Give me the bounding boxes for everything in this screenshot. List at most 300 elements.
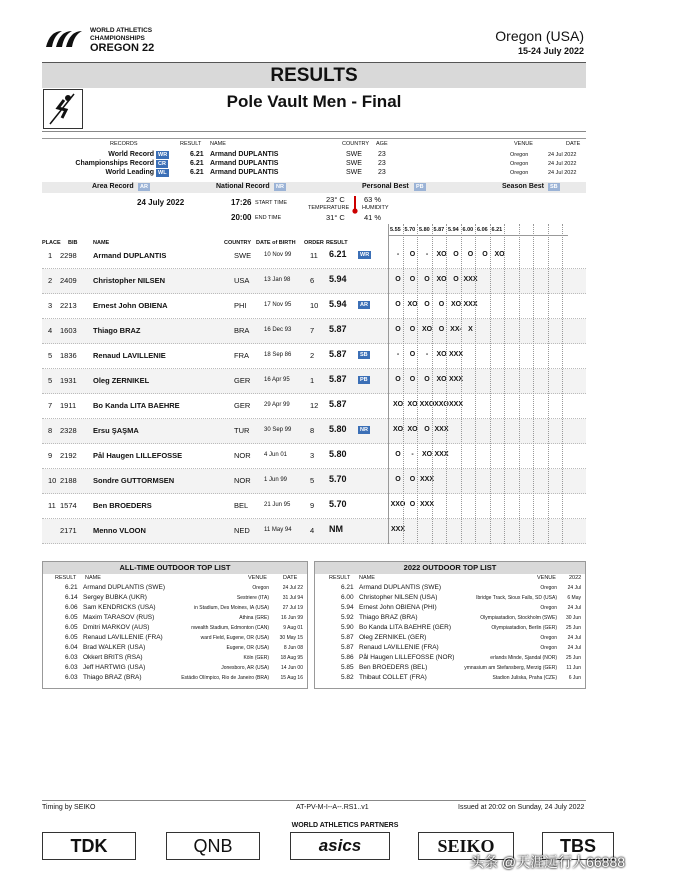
toplist-result: 6.21: [341, 584, 354, 591]
grid-line: [403, 224, 404, 544]
toplist-venue: Oregon: [252, 585, 269, 591]
toplist-result: 6.03: [65, 674, 78, 681]
date-of-birth: 4 Jun 01: [264, 452, 288, 458]
grid-line: [475, 224, 476, 544]
attempt: XO: [436, 251, 447, 258]
grid-line: [533, 224, 534, 544]
temp-end: 31° C: [326, 213, 345, 222]
place: 3: [48, 301, 53, 310]
height-label: 5.55: [390, 227, 401, 233]
result-head-table: RESULT: [326, 240, 348, 246]
order: 6: [310, 276, 315, 285]
toplist-row: [43, 664, 307, 673]
attempt: O: [467, 251, 474, 258]
toplist-venue: Olympiastadion, Berlin (GER): [491, 625, 557, 631]
toplist-venue: Athina (GRE): [239, 615, 269, 621]
toplist-2022-title: 2022 OUTDOOR TOP LIST: [315, 562, 585, 574]
partner-tbs-text: TBS: [560, 836, 596, 856]
result: 5.87: [329, 399, 347, 409]
bib: 2213: [60, 301, 77, 310]
toplist-venue: ward Field, Eugene, OR (USA): [200, 635, 269, 641]
toplist-row: [315, 584, 585, 593]
toplist-name: Sergey BUBKA (UKR): [83, 594, 147, 601]
country: NOR: [234, 476, 251, 485]
bib-head: BIB: [68, 240, 78, 246]
toplist-row: [43, 594, 307, 603]
attempt: XXO: [419, 401, 435, 408]
partner-tdk-logo: [42, 832, 136, 860]
toplist-row: [315, 664, 585, 673]
bib: 2298: [60, 251, 77, 260]
order: 9: [310, 501, 315, 510]
date-of-birth: 18 Sep 86: [264, 352, 292, 358]
country: GER: [234, 376, 251, 385]
order-head: ORDER: [304, 240, 324, 246]
logo-line-2: CHAMPIONSHIPS: [90, 34, 145, 42]
toplist-result: 6.14: [65, 594, 78, 601]
result-head: RESULT: [180, 141, 202, 147]
alltime-title: ALL-TIME OUTDOOR TOP LIST: [43, 562, 307, 574]
toplist-date: 15 Aug 16: [280, 675, 303, 681]
attempt: O: [453, 276, 459, 283]
toplist-result: 5.94: [341, 604, 354, 611]
humidity-label: HUMIDITY: [362, 205, 389, 211]
toplist-result: 6.06: [65, 604, 78, 611]
height-label: 5.87: [433, 227, 445, 233]
toplist-name: Armand DUPLANTIS (SWE): [83, 584, 165, 591]
logo-line-1: WORLD ATHLETICS: [90, 27, 153, 34]
toplist-date: 8 Jun 08: [283, 645, 303, 651]
championship-logo: [42, 24, 162, 54]
country: BEL: [234, 501, 249, 510]
attempt: XXX: [434, 451, 449, 458]
timing-credit: Timing by SEIKO: [42, 804, 96, 811]
place: 7: [48, 401, 53, 410]
attempt: XO: [407, 401, 418, 408]
attempt: XO: [421, 326, 433, 333]
toplist-row: [315, 614, 585, 623]
toplist-venue: Olympiastadion, Stockholm (SWE): [480, 615, 557, 621]
order: 2: [310, 351, 315, 360]
thermometer-icon: [352, 196, 356, 214]
toplist-date: 24 Jul: [567, 605, 581, 611]
toplist-venue: ymnasium am Stefansberg, Merzig (GER): [464, 665, 557, 671]
toplist-name: Ernest John OBIENA (PHI): [359, 604, 437, 611]
toplist-result: 6.05: [65, 634, 78, 641]
place: 5: [48, 376, 53, 385]
date-of-birth: 29 Apr 99: [264, 402, 290, 408]
result-badge: PB: [360, 377, 368, 383]
age-head: AGE: [376, 141, 388, 147]
toplist-date: 6 May: [567, 595, 581, 601]
toplist-result: 6.05: [65, 624, 78, 631]
athlete-name: Oleg ZERNIKEL: [93, 376, 150, 385]
alltime-result-head: RESULT: [55, 575, 77, 581]
toplist-name: Thibaut COLLET (FRA): [359, 674, 427, 681]
country: FRA: [234, 351, 249, 360]
bib: 1574: [60, 501, 77, 510]
result-badge: NR: [360, 427, 368, 433]
grid-line: [490, 224, 491, 544]
date-of-birth: 21 Jun 95: [264, 502, 291, 508]
record-date: 24 Jul 2022: [548, 161, 577, 167]
country: PHI: [234, 301, 247, 310]
attempt: XXO: [390, 501, 406, 508]
attempt: XXX: [448, 351, 463, 358]
order: 3: [310, 451, 315, 460]
toplist-result: 6.03: [65, 654, 78, 661]
athlete-name: Ernest John OBIENA: [93, 301, 168, 310]
attempt: -: [425, 251, 429, 258]
record-result: 6.21: [190, 160, 204, 167]
attempt: XO: [421, 451, 433, 458]
legend-label: Personal Best: [362, 183, 409, 190]
athlete-name: Pål Haugen LILLEFOSSE: [93, 451, 183, 460]
athlete-name: Armand DUPLANTIS: [93, 251, 167, 260]
toplist-name: Okkert BRITS (RSA): [83, 654, 143, 661]
place: 1: [48, 251, 53, 260]
result: 5.80: [329, 424, 347, 434]
attempt: XO: [494, 251, 505, 258]
toplist-venue: Ibridge Track, Sioux Falls, SD (USA): [476, 595, 557, 601]
record-label: World Leading: [105, 169, 154, 176]
tl22-date-head: 2022: [569, 575, 582, 581]
legend-badge: NR: [276, 184, 284, 190]
grid-line: [504, 224, 505, 544]
grid-line: [548, 224, 549, 544]
order: 12: [310, 401, 319, 410]
toplist-result: 5.85: [341, 664, 354, 671]
result-badge: SB: [360, 352, 368, 358]
toplist-row: [43, 624, 307, 633]
date-of-birth: 11 May 94: [264, 527, 292, 533]
bib: 2188: [60, 476, 77, 485]
event-divider: [42, 131, 586, 132]
order: 7: [310, 326, 315, 335]
toplist-date: 24 Jul: [567, 635, 581, 641]
toplist-name: Sam KENDRICKS (USA): [83, 604, 156, 611]
toplist-row: [315, 604, 585, 613]
toplist-date: 30 Jun: [565, 615, 581, 621]
attempt: XXX: [434, 426, 449, 433]
attempt: O: [409, 501, 416, 508]
place: 11: [48, 501, 56, 510]
attempt: O: [438, 326, 445, 333]
name-head: NAME: [210, 141, 226, 147]
country: TUR: [234, 426, 250, 435]
legend-label: National Record: [216, 183, 270, 190]
bib: 2328: [60, 426, 77, 435]
toplist-row: [43, 614, 307, 623]
partner-asics-logo: [290, 832, 390, 860]
grid-line: [388, 224, 389, 544]
toplist-result: 5.87: [341, 634, 354, 641]
grid-line: [562, 224, 563, 544]
place: 10: [48, 476, 57, 485]
record-label: World Record: [108, 151, 154, 158]
attempt: X: [468, 326, 473, 333]
toplist-venue: Oregon: [540, 605, 557, 611]
attempt: O: [409, 276, 416, 283]
order: 11: [310, 251, 318, 260]
toplist-venue: in Stadium, Des Moines, IA (USA): [193, 605, 269, 611]
record-legend: [42, 182, 586, 193]
toplist-date: 25 Jun: [565, 655, 581, 661]
toplist-date: 6 Jun: [568, 675, 581, 681]
alltime-name-head: NAME: [85, 575, 101, 581]
record-age: 23: [378, 160, 386, 167]
results-heading: RESULTS: [42, 62, 586, 88]
toplist-date: 11 Jun: [566, 665, 581, 671]
toplist-date: 24 Jul: [567, 585, 581, 591]
date-of-birth: 16 Dec 93: [264, 327, 292, 333]
toplist-name: Pål Haugen LILLEFOSSE (NOR): [359, 654, 455, 661]
athlete-name: Thiago BRAZ: [93, 326, 141, 335]
record-result: 6.21: [190, 151, 204, 158]
toplist-name: Christopher NILSEN (USA): [359, 594, 438, 601]
record-badge: CR: [158, 161, 166, 167]
height-label: 6.21: [491, 227, 503, 233]
start-time-label: START TIME: [255, 200, 287, 206]
record-country: SWE: [346, 151, 362, 158]
humidity-end: 41 %: [364, 213, 382, 222]
result: 5.94: [329, 274, 347, 284]
legend-badge: AR: [140, 184, 148, 190]
alltime-date-head: DATE: [283, 575, 298, 581]
attempt: XO: [392, 426, 404, 433]
toplist-venue: Oregon: [540, 635, 557, 641]
attempt: O: [395, 451, 401, 458]
toplist-venue: erlands Minde, Sjandal (NOR): [490, 655, 557, 661]
attempt: O: [395, 301, 401, 308]
toplist-result: 5.90: [341, 624, 354, 631]
attempt: O: [424, 301, 430, 308]
order: 4: [310, 526, 315, 535]
attempt: -: [425, 351, 429, 358]
toplist-date: 9 Aug 01: [283, 625, 303, 631]
toplist-row: [315, 634, 585, 643]
toplist-row: [43, 654, 307, 663]
legend-badge: PB: [416, 184, 424, 190]
date-of-birth: 1 Jun 99: [264, 477, 288, 483]
record-age: 23: [378, 169, 386, 176]
place: 2: [48, 276, 53, 285]
toplist-row: [315, 654, 585, 663]
date-of-birth: 10 Nov 99: [264, 252, 292, 258]
athlete-name: Menno VLOON: [93, 526, 146, 535]
order: 5: [310, 476, 315, 485]
order: 1: [310, 376, 315, 385]
attempt: O: [482, 251, 488, 258]
toplist-date: 25 Jun: [565, 625, 581, 631]
record-label: Championships Record: [75, 160, 154, 167]
toplist-name: Renaud LAVILLENIE (FRA): [359, 644, 439, 651]
attempt: XXX: [419, 476, 434, 483]
attempt: O: [409, 476, 416, 483]
attempt: O: [409, 376, 416, 383]
result: 5.87: [329, 349, 347, 359]
attempt: O: [409, 251, 416, 258]
toplist-name: Thiago BRAZ (BRA): [359, 614, 418, 621]
toplist-row: [315, 644, 585, 653]
toplist-row: [43, 604, 307, 613]
toplist-row: [315, 594, 585, 603]
record-venue: Oregon: [510, 152, 529, 158]
record-country: SWE: [346, 160, 362, 167]
athlete-name-head: NAME: [93, 240, 110, 246]
attempt: XXX: [419, 501, 434, 508]
venue-dates: 15-24 July 2022: [517, 46, 584, 56]
toplist-name: Bo Kanda LITA BAEHRE (GER): [359, 624, 451, 631]
attempt: -: [396, 251, 400, 258]
grid-line: [446, 224, 447, 544]
attempt: O: [438, 301, 445, 308]
toplist-result: 6.03: [65, 664, 78, 671]
toplist-result: 6.05: [65, 614, 78, 621]
oregon-swoosh-icon: [42, 27, 86, 51]
grid-line: [461, 224, 462, 544]
country: SWE: [234, 251, 252, 260]
attempt: XXX: [448, 376, 463, 383]
toplist-venue: Estádio Olímpico, Rio de Janeiro (BRA): [181, 675, 269, 681]
athlete-name: Ersu ŞAŞMA: [93, 426, 139, 435]
place: 8: [48, 426, 53, 435]
attempt: XO: [436, 351, 447, 358]
record-holder: Armand DUPLANTIS: [210, 160, 279, 167]
end-time: 20:00: [231, 213, 252, 222]
attempt: O: [395, 326, 401, 333]
attempt: O: [395, 476, 401, 483]
attempt: XXO: [434, 401, 449, 408]
legend-label: Area Record: [92, 183, 134, 190]
attempt: O: [409, 351, 416, 358]
athlete-name: Renaud LAVILLENIE: [93, 351, 166, 360]
athlete-name: Ben BROEDERS: [93, 501, 152, 510]
attempt: -: [396, 351, 400, 358]
tl22-result-head: RESULT: [329, 575, 351, 581]
bib: 1911: [60, 401, 77, 410]
alltime-toplist: [42, 561, 308, 689]
alltime-venue-head: VENUE: [248, 575, 267, 581]
attempt: XO: [407, 426, 418, 433]
toplist-date: 30 May 15: [279, 635, 303, 641]
issued-time: Issued at 20:02 on Sunday, 24 July 2022: [458, 804, 585, 811]
watermark: 头条 @天涯远行人66888: [470, 854, 626, 870]
record-venue: Oregon: [510, 170, 529, 176]
result: 5.80: [329, 449, 347, 459]
toplist-date: 27 Jul 19: [282, 605, 303, 611]
tl22-venue-head: VENUE: [537, 575, 556, 581]
date-of-birth: 30 Sep 99: [264, 427, 292, 433]
toplist-name: Armand DUPLANTIS (SWE): [359, 584, 441, 591]
result: 5.87: [329, 324, 347, 334]
attempt: O: [424, 426, 430, 433]
toplist-venue: Oregon: [540, 645, 557, 651]
record-badge: WL: [158, 170, 167, 176]
country: NED: [234, 526, 250, 535]
record-holder: Armand DUPLANTIS: [210, 151, 279, 158]
toplist-result: 5.86: [341, 654, 354, 661]
attempt: -: [411, 451, 414, 458]
venue-head: VENUE: [514, 141, 533, 147]
toplist-row: [315, 674, 585, 683]
legend-badge: SB: [550, 184, 558, 190]
order: 8: [310, 426, 315, 435]
document-code: AT-PV-M-I--A--.RS1..v1: [296, 804, 369, 811]
attempt: O: [453, 251, 459, 258]
grid-line: [519, 224, 520, 544]
attempt: XXX: [390, 526, 405, 533]
toplist-row: [315, 624, 585, 633]
result: 5.70: [329, 474, 347, 484]
records-head: RECORDS: [110, 141, 138, 147]
record-date: 24 Jul 2022: [548, 152, 577, 158]
attempt: O: [395, 276, 401, 283]
record-age: 23: [378, 151, 386, 158]
record-venue: Oregon: [510, 161, 529, 167]
toplist-venue: Sestriere (ITA): [236, 595, 269, 601]
bib: 1603: [60, 326, 77, 335]
country: BRA: [234, 326, 250, 335]
logo-wordmark: [90, 27, 154, 54]
attempt: XXX: [448, 401, 463, 408]
height-label: 5.80: [419, 227, 430, 233]
result: NM: [329, 524, 343, 534]
attempt: XX-: [450, 326, 462, 333]
country-head-table: COUNTRY: [224, 240, 251, 246]
toplist-result: 6.04: [65, 644, 78, 651]
height-label: 6.06: [477, 227, 488, 233]
partners-title: WORLD ATHLETICS PARTNERS: [291, 822, 399, 829]
bib: 2409: [60, 276, 77, 285]
result: 6.21: [329, 249, 347, 259]
record-badge: WR: [158, 152, 168, 158]
toplist-date: 14 Jun 00: [281, 665, 303, 671]
date-of-birth: 16 Apr 95: [264, 377, 290, 383]
date-of-birth: 13 Jan 98: [264, 277, 291, 283]
toplist-venue: Jonesboro, AR (USA): [221, 665, 269, 671]
toplist-name: Thiago BRAZ (BRA): [83, 674, 142, 681]
country-head: COUNTRY: [342, 141, 370, 147]
athlete-name: Sondre GUTTORMSEN: [93, 476, 175, 485]
record-holder: Armand DUPLANTIS: [210, 169, 279, 176]
toplist-result: 6.21: [65, 584, 78, 591]
country: GER: [234, 401, 251, 410]
toplist-date: 18 Aug 95: [280, 655, 303, 661]
record-date: 24 Jul 2022: [548, 170, 577, 176]
order: 10: [310, 301, 319, 310]
grid-line: [417, 224, 418, 544]
partner-qnb-text: QNB: [193, 836, 233, 856]
attempt: XO: [407, 301, 418, 308]
humidity-start: 63 %: [364, 195, 382, 204]
toplist-result: 6.00: [341, 594, 354, 601]
toplist-date: 24 Jul 22: [282, 585, 303, 591]
bib: 1836: [60, 351, 77, 360]
height-label: 5.94: [448, 227, 459, 233]
logo-line-3: OREGON 22: [90, 42, 155, 54]
toplist-result: 5.82: [341, 674, 354, 681]
country: USA: [234, 276, 250, 285]
bib: 2192: [60, 451, 77, 460]
toplist-name: Dmitri MARKOV (AUS): [83, 624, 150, 631]
attempt: XXX: [463, 276, 478, 283]
toplist-name: Jeff HARTWIG (USA): [83, 664, 146, 671]
toplist-row: [43, 584, 307, 593]
toplist-venue: Köln (GER): [243, 655, 269, 661]
toplist-name: Brad WALKER (USA): [83, 644, 146, 651]
toplist-name: Ben BROEDERS (BEL): [359, 664, 428, 671]
